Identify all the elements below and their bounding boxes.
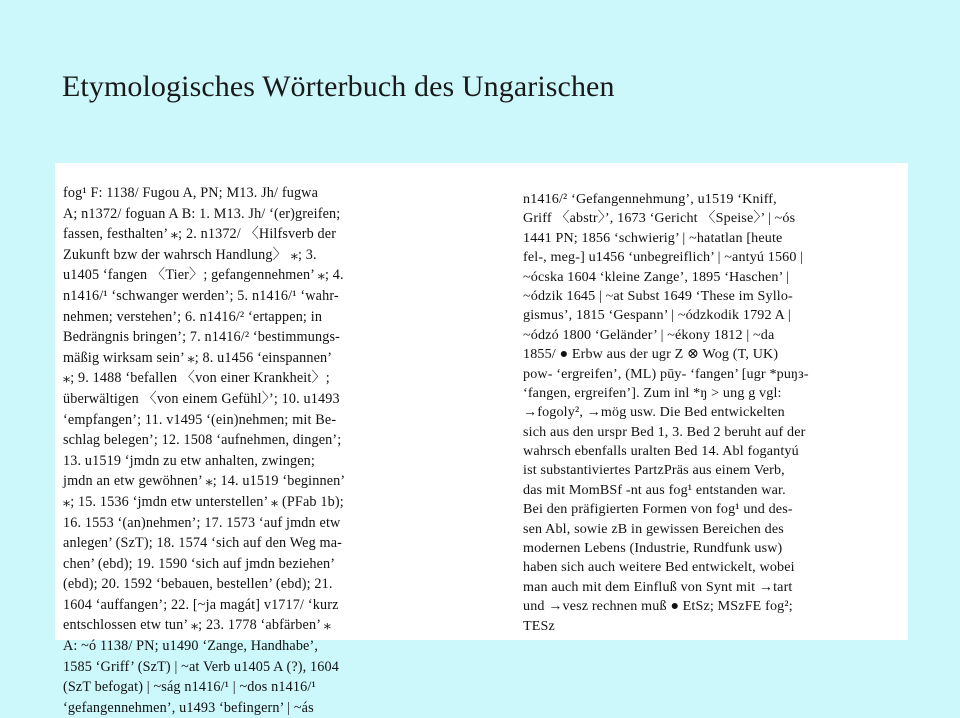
text-line: chen’ (ebd); 19. 1590 ‘sich auf jmdn beziehen’: [63, 555, 336, 572]
text-line: →fogoly², →mög usw. Die Bed entwickelten: [523, 404, 785, 421]
text-line: anlegen’ (SzT); 18. 1574 ‘sich auf den Weg ma-: [63, 535, 343, 552]
text-line: fel-, meg-] u1456 ‘unbegreiflich’ | ~antyú 1560 |: [523, 249, 804, 266]
left-column: [63, 183, 439, 718]
text-line: A: ~ó 1138/ PN; u1490 ‘Zange, Handhabe’,: [63, 638, 319, 655]
text-line: 1855/ ● Erbw aus der ugr Z ⊗ Wog (T, UK): [523, 346, 779, 363]
text-line: ist substantiviertes PartzPräs aus einem Verb,: [523, 462, 785, 479]
text-line: haben sich auch weitere Bed entwickelt, wobei: [523, 559, 795, 576]
text-line: wahrsch ebenfalls uralten Bed 14. Abl fogantyú: [523, 443, 799, 460]
text-line: n1416/² ‘Gefangennehmung’, u1519 ‘Kniff,: [523, 191, 777, 207]
text-line: n1416/¹ ‘schwanger werden’; 5. n1416/¹ ‘wahr-: [63, 287, 339, 304]
text-line: 1604 ‘auffangen’; 22. [~ja magát] v1717/ ‘kurz: [63, 596, 339, 613]
text-line: ~ócska 1604 ‘kleine Zange’, 1895 ‘Haschen’ |: [523, 268, 790, 285]
text-line: Bei den präfigierten Formen von fog¹ und des-: [523, 501, 793, 518]
text-line: (SzT befogat) | ~ság n1416/¹ | ~dos n1416/¹: [63, 679, 316, 696]
text-line: ~ódzó 1800 ‘Geländer’ | ~ékony 1812 | ~da: [523, 326, 775, 343]
text-line: 16. 1553 ‘(an)nehmen’; 17. 1573 ‘auf jmdn etw: [63, 514, 341, 531]
right-column: [523, 190, 897, 636]
text-line: ‘gefangennehmen’, u1493 ‘befingern’ | ~ás: [63, 699, 314, 716]
text-line: mäßig wirksam sein’ ⁎; 8. u1456 ‘einspannen’: [63, 349, 333, 366]
text-line: ‘fangen, ergreifen’]. Zum inl *ŋ > ung g vgl:: [523, 384, 782, 401]
text-line: sen Abl, sowie zB in gewissen Bereichen des: [523, 520, 784, 537]
text-line: modernen Lebens (Industrie, Rundfunk usw): [523, 540, 783, 557]
text-line: entschlossen etw tun’ ⁎; 23. 1778 ‘abfärben’ ⁎: [63, 617, 331, 634]
scanned-dictionary-page: [55, 163, 908, 716]
text-line: (ebd); 20. 1592 ‘bebauen, bestellen’ (ebd); 21.: [63, 576, 333, 593]
text-line: 1585 ‘Griff’ (SzT) | ~at Verb u1405 A (?), 1604: [63, 658, 340, 675]
text-line: fog¹ F: 1138/ Fugou A, PN; M13. Jh/ fugwa: [63, 185, 319, 201]
text-line: das mit MomBSf -nt aus fog¹ entstanden war.: [523, 481, 786, 498]
slide-title: Etymologisches Wörterbuch des Ungarischen: [62, 70, 615, 103]
text-line: gismus’, 1815 ‘Gespann’ | ~ódzkodik 1792 A |: [523, 307, 791, 324]
text-line: 1441 PN; 1856 ‘schwierig’ | ~hatatlan [heute: [523, 229, 783, 246]
text-line: Zukunft bzw der wahrsch Handlung〉 ⁎; 3.: [63, 246, 317, 263]
text-line: fassen, festhalten’ ⁎; 2. n1372/ 〈Hilfsverb der: [63, 226, 337, 243]
text-line: TESz: [523, 617, 555, 634]
text-line: sich aus den urspr Bed 1, 3. Bed 2 beruht auf der: [523, 423, 806, 440]
text-line: nehmen; verstehen’; 6. n1416/² ‘ertappen; in: [63, 308, 323, 325]
text-line: Griff 〈abstr〉’, 1673 ‘Gericht 〈Speise〉’ | ~ós: [523, 210, 796, 227]
text-line: überwältigen 〈von einem Gefühl〉’; 10. u1493: [63, 390, 340, 407]
text-line: ⁎; 9. 1488 ‘befallen 〈von einer Krankheit〉;: [63, 370, 330, 387]
text-line: 13. u1519 ‘jmdn zu etw anhalten, zwingen;: [63, 452, 316, 469]
text-line: A; n1372/ foguan A B: 1. M13. Jh/ ‘(er)greifen;: [63, 205, 341, 222]
text-line: jmdn an etw gewöhnen’ ⁎; 14. u1519 ‘beginnen’: [63, 473, 346, 490]
text-line: ‘empfangen’; 11. v1495 ‘(ein)nehmen; mit Be-: [63, 411, 337, 428]
text-line: Bedrängnis bringen’; 7. n1416/² ‘bestimmungs-: [63, 329, 340, 346]
text-line: u1405 ‘fangen 〈Tier〉; gefangennehmen’ ⁎; 4.: [63, 267, 344, 284]
text-line: pow- ‘ergreifen’, (ML) pūy- ‘fangen’ [ugr *puŋз-: [523, 365, 809, 382]
text-line: schlag belegen’; 12. 1508 ‘aufnehmen, dingen’;: [63, 432, 342, 449]
text-line: und →vesz rechnen muß ● EtSz; MSzFE fog²;: [523, 598, 793, 615]
text-line: man auch mit dem Einfluß von Synt mit →tart: [523, 578, 793, 595]
text-line: ~ódzik 1645 | ~at Subst 1649 ‘These im Syllo-: [523, 287, 793, 304]
text-line: ⁎; 15. 1536 ‘jmdn etw unterstellen’ ⁎ (PFab 1b);: [63, 493, 344, 510]
